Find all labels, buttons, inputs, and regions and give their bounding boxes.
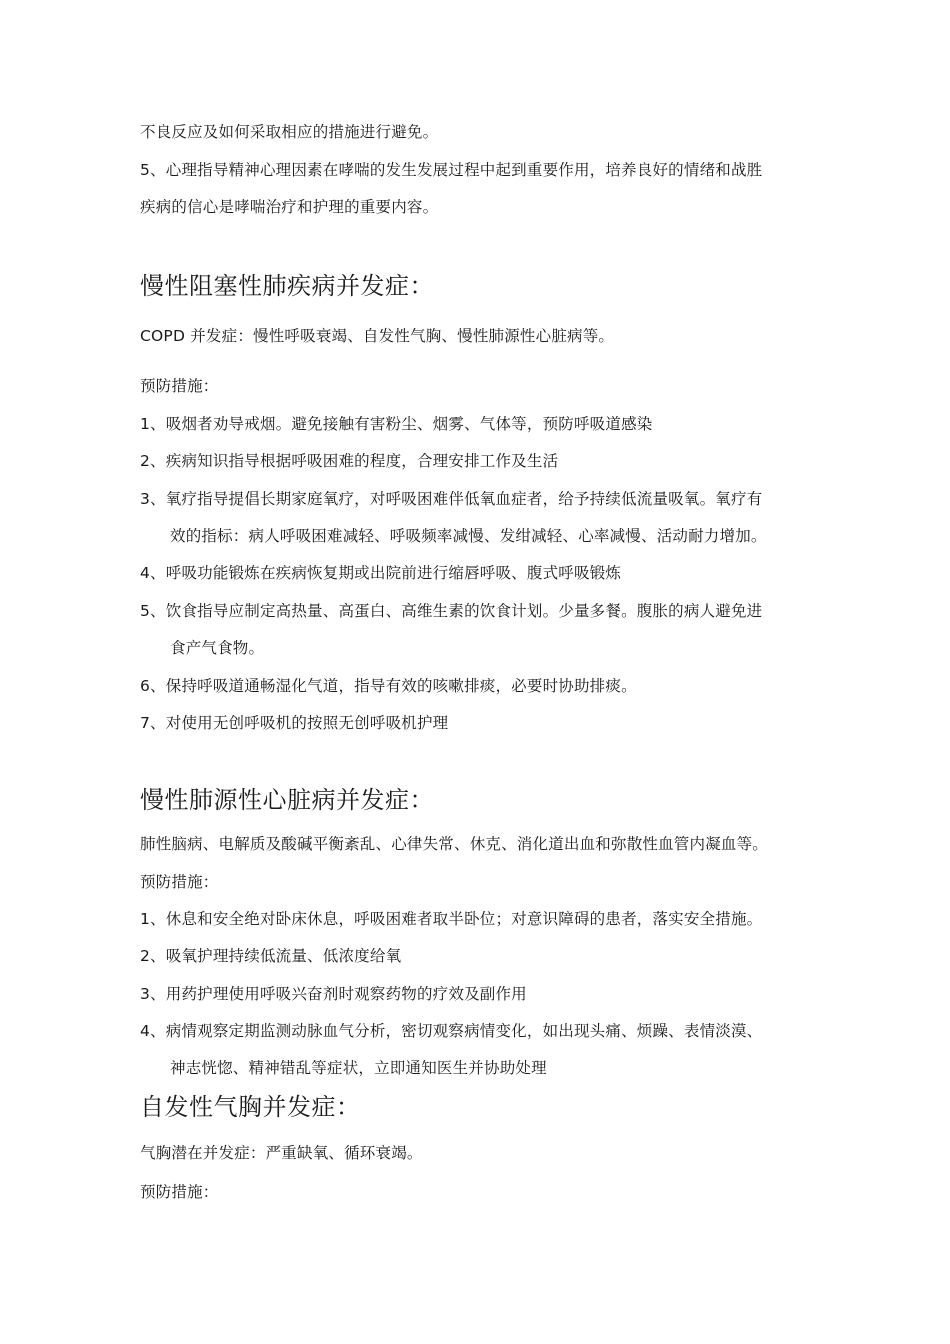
copd-item-3: 3、氧疗指导提倡长期家庭氧疗，对呼吸困难伴低氧血症者，给予持续低流量吸氧。氧疗有: [140, 490, 763, 508]
copd-item-6: 6、保持呼吸道通畅湿化气道，指导有效的咳嗽排痰，必要时协助排痰。: [140, 677, 637, 695]
copd-item-4: 4、呼吸功能锻炼在疾病恢复期或出院前进行缩唇呼吸、腹式呼吸锻炼: [140, 564, 622, 582]
intro-item-5-continued: 疾病的信心是哮喘治疗和护理的重要内容。: [140, 198, 439, 216]
cor-pulmonale-item-3: 3、用药护理使用呼吸兴奋剂时观察药物的疗效及副作用: [140, 985, 527, 1003]
pneumothorax-heading: 自发性气胸并发症：: [140, 1093, 361, 1121]
copd-item-3-continued: 效的指标：病人呼吸困难减轻、呼吸频率减慢、发绀减轻、心率减慢、活动耐力增加。: [170, 527, 767, 545]
cor-pulmonale-complications: 肺性脑病、电解质及酸碱平衡紊乱、心律失常、休克、消化道出血和弥散性血管内凝血等。: [140, 835, 769, 853]
copd-item-2: 2、疾病知识指导根据呼吸困难的程度，合理安排工作及生活: [140, 452, 559, 470]
copd-complications: COPD 并发症：慢性呼吸衰竭、自发性气胸、慢性肺源性心脏病等。: [140, 327, 615, 345]
cor-pulmonale-item-1: 1、休息和安全绝对卧床休息，呼吸困难者取半卧位；对意识障碍的患者，落实安全措施。: [140, 910, 763, 928]
copd-item-1: 1、吸烟者劝导戒烟。避免接触有害粉尘、烟雾、气体等，预防呼吸道感染: [140, 415, 653, 433]
cor-pulmonale-heading: 慢性肺源性心脏病并发症：: [140, 786, 434, 814]
cor-pulmonale-item-2: 2、吸氧护理持续低流量、低浓度给氧: [140, 947, 402, 965]
cor-pulmonale-prevention-label: 预防措施：: [140, 873, 219, 891]
copd-item-7: 7、对使用无创呼吸机的按照无创呼吸机护理: [140, 714, 449, 732]
copd-item-5-continued: 食产气食物。: [170, 639, 265, 657]
pneumothorax-prevention-label: 预防措施：: [140, 1183, 219, 1201]
cor-pulmonale-item-4-continued: 神志恍惚、精神错乱等症状，立即通知医生并协助处理: [170, 1059, 547, 1077]
cor-pulmonale-item-4: 4、病情观察定期监测动脉血气分析，密切观察病情变化，如出现头痛、烦躁、表情淡漠、: [140, 1022, 763, 1040]
copd-heading: 慢性阻塞性肺疾病并发症：: [140, 272, 434, 300]
pneumothorax-complications: 气胸潜在并发症：严重缺氧、循环衰竭。: [140, 1144, 423, 1162]
intro-text-line: 不良反应及如何采取相应的措施进行避免。: [140, 123, 439, 141]
copd-item-5: 5、饮食指导应制定高热量、高蛋白、高维生素的饮食计划。少量多餐。腹胀的病人避免进: [140, 602, 763, 620]
intro-item-5: 5、心理指导精神心理因素在哮喘的发生发展过程中起到重要作用，培养良好的情绪和战胜: [140, 161, 763, 179]
copd-prevention-label: 预防措施：: [140, 377, 219, 395]
